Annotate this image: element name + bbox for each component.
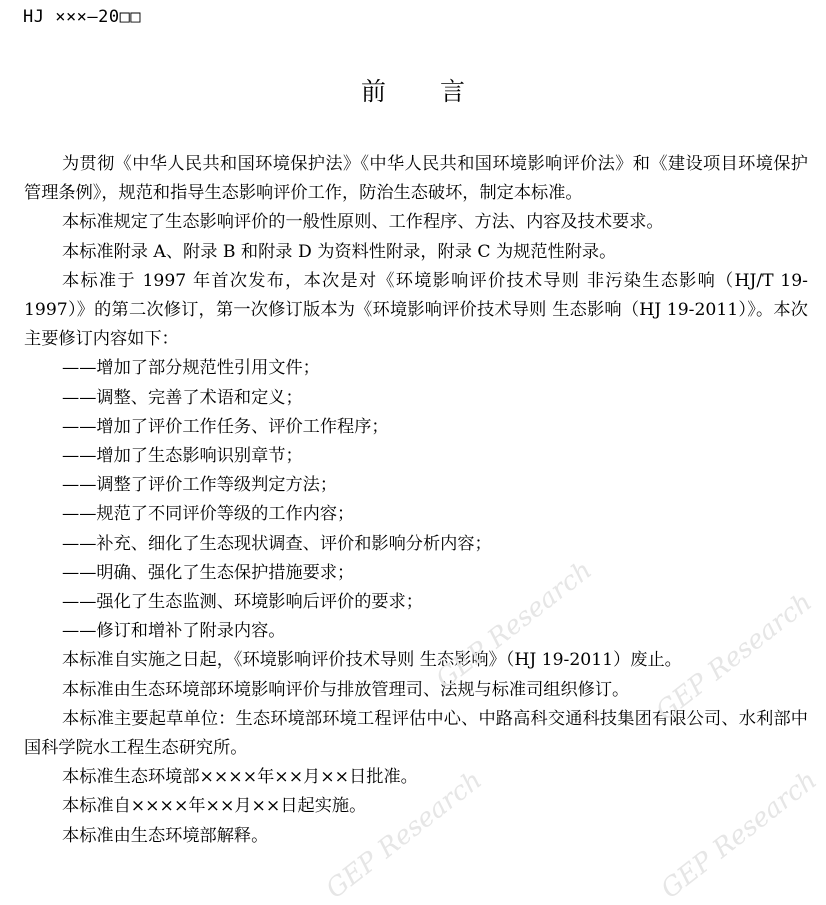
paragraph-approval: 本标准生态环境部××××年××月××日批准。 <box>62 767 418 788</box>
paragraph-history: 本标准于 1997 年首次发布，本次是对《环境影响评价技术导则 非污染生态影响（HJ/T 19-1997）》的第二次修订，第一次修订版本为《环境影响评价技术导则 生态影响（HJ 19-2011）》。本次主要修订内容如下： <box>24 270 808 350</box>
revision-item: ——调整了评价工作等级判定方法； <box>62 475 338 496</box>
revision-item: ——增加了部分规范性引用文件； <box>62 358 320 379</box>
paragraph-appendices: 本标准附录 A、附录 B 和附录 D 为资料性附录，附录 C 为规范性附录。 <box>62 241 617 262</box>
foreword-body <box>24 150 808 851</box>
watermark: GEP Research <box>430 555 598 695</box>
paragraph-supersede: 本标准自实施之日起，《环境影响评价技术导则 生态影响》（HJ 19-2011）废止。 <box>62 650 682 671</box>
revision-item: ——规范了不同评价等级的工作内容； <box>62 504 355 525</box>
watermark: GEP Research <box>320 765 488 905</box>
revision-item: ——增加了生态影响识别章节； <box>62 446 303 467</box>
watermark: GEP Research <box>655 765 823 905</box>
revision-item: ——调整、完善了术语和定义； <box>62 387 303 408</box>
revision-item: ——明确、强化了生态保护措施要求； <box>62 562 355 583</box>
paragraph-effective: 本标准自××××年××月××日起实施。 <box>62 796 367 817</box>
revision-item: ——增加了评价工作任务、评价工作程序； <box>62 416 389 437</box>
revision-item: ——修订和增补了附录内容。 <box>62 621 286 642</box>
paragraph-organizer: 本标准由生态环境部环境影响评价与排放管理司、法规与标准司组织修订。 <box>62 679 630 700</box>
watermark: GEP Research <box>650 587 818 727</box>
title-char-1: 前 <box>360 77 386 106</box>
paragraph-purpose: 为贯彻《中华人民共和国环境保护法》《中华人民共和国环境影响评价法》和《建设项目环境保护管理条例》，规范和指导生态影响评价工作，防治生态破坏，制定本标准。 <box>24 154 808 204</box>
revision-item: ——强化了生态监测、环境影响后评价的要求； <box>62 592 423 613</box>
page-title <box>0 72 826 108</box>
document-code-header: HJ ×××—20□□ <box>23 7 142 27</box>
paragraph-scope: 本标准规定了生态影响评价的一般性原则、工作程序、方法、内容及技术要求。 <box>62 212 664 233</box>
revision-item: ——补充、细化了生态现状调查、评价和影响分析内容； <box>62 533 492 554</box>
paragraph-drafters: 本标准主要起草单位：生态环境部环境工程评估中心、中路高科交通科技集团有限公司、水利部中国科学院水工程生态研究所。 <box>24 708 808 759</box>
paragraph-interpretation: 本标准由生态环境部解释。 <box>62 825 269 846</box>
title-char-2: 言 <box>440 77 466 106</box>
